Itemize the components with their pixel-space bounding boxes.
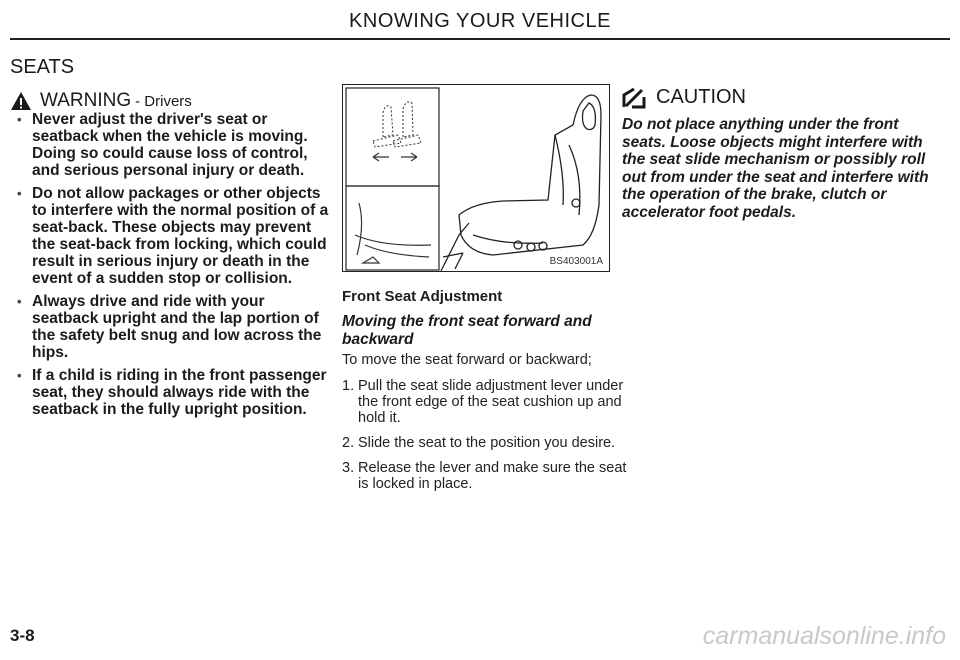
figure-code: BS403001A bbox=[549, 256, 603, 267]
adjustment-steps bbox=[342, 378, 632, 501]
watermark: carmanualsonline.info bbox=[702, 622, 946, 650]
step-item bbox=[342, 378, 632, 426]
step-number: 3. bbox=[342, 460, 355, 476]
warning-heading bbox=[10, 90, 192, 112]
seat-illustration bbox=[343, 85, 611, 273]
caution-slash-icon bbox=[622, 87, 646, 109]
step-item bbox=[342, 435, 632, 451]
header-divider bbox=[10, 38, 950, 40]
warning-triangle-icon bbox=[10, 91, 32, 111]
seat-adjustment-figure bbox=[342, 84, 610, 272]
section-title: SEATS bbox=[10, 56, 75, 78]
page-header-title: KNOWING YOUR VEHICLE bbox=[349, 10, 611, 32]
warning-item: • Never adjust the driver's seat or seatback when the vehicle is moving. Doing so could cause loss of control, and serious personal injury or death. bbox=[14, 111, 332, 179]
caution-text: Do not place anything under the front seats. Loose objects might interfere with the seat slide mechanism or possibly roll out from under the seat and interfere with the operation of the brake, clutch or accelerator foot pedals. bbox=[622, 116, 929, 221]
step-item bbox=[342, 460, 632, 492]
warning-sub-label: - Drivers bbox=[135, 92, 192, 110]
step-text: Release the lever and make sure the seat is locked in place. bbox=[358, 460, 627, 492]
step-text: Slide the seat to the position you desire. bbox=[358, 435, 616, 451]
front-seat-subheading: Moving the front seat forward and backward bbox=[342, 313, 592, 348]
step-number: 2. bbox=[342, 435, 355, 451]
warning-label: WARNING bbox=[40, 90, 132, 111]
step-text: Pull the seat slide adjustment lever under the front edge of the seat cushion up and hold it. bbox=[358, 378, 624, 426]
caution-heading bbox=[622, 86, 746, 109]
page-number: 3-8 bbox=[10, 626, 35, 645]
warning-item: • Always drive and ride with your seatback upright and the lap portion of the safety belt snug and low across the hips. bbox=[14, 293, 332, 361]
front-seat-heading: Front Seat Adjustment bbox=[342, 288, 503, 305]
warning-list bbox=[14, 111, 332, 424]
warning-item: • Do not allow packages or other objects to interfere with the normal position of a seat-back. These objects may prevent the seat-back from locking, which could result in serious injury or death in the event of a sudden stop or collision. bbox=[14, 185, 332, 287]
front-seat-intro: To move the seat forward or backward; bbox=[342, 352, 592, 368]
step-number: 1. bbox=[342, 378, 355, 394]
caution-label: CAUTION bbox=[656, 86, 746, 108]
warning-item: • If a child is riding in the front passenger seat, they should always ride with the seatback in the fully upright position. bbox=[14, 367, 332, 418]
